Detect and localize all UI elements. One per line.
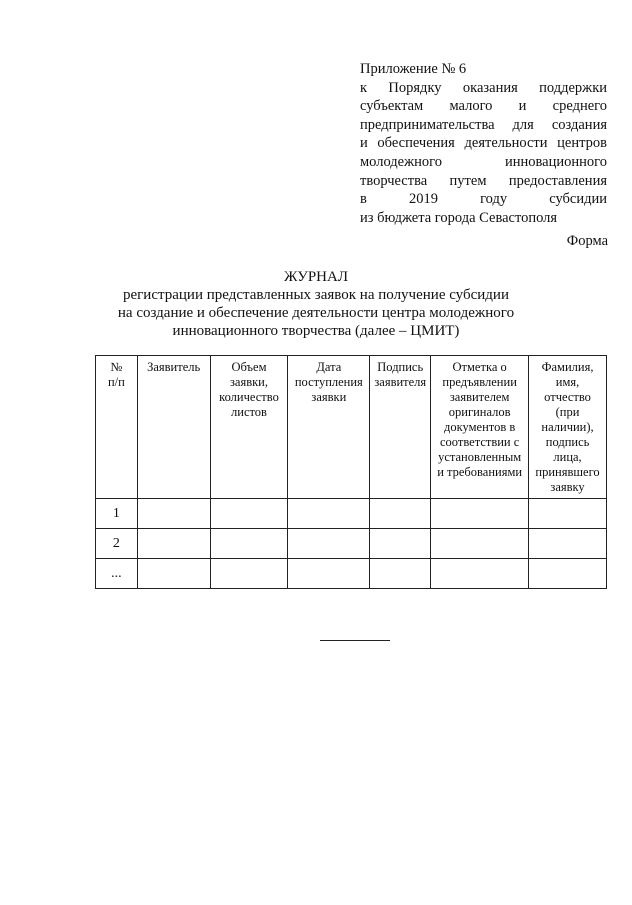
table-cell <box>137 529 210 559</box>
appendix-line: к Порядку оказания поддержки <box>360 79 607 96</box>
appendix-line: субъектам малого и среднего <box>360 98 607 115</box>
table-cell <box>288 499 370 529</box>
column-header <box>210 356 288 499</box>
table-cell <box>529 559 607 589</box>
column-header-line: оригиналов <box>448 405 511 419</box>
column-header-line: п/п <box>107 375 125 389</box>
column-header-line: документов в <box>444 420 516 434</box>
column-header-line: подпись <box>545 435 590 449</box>
column-header-line: заявку <box>550 480 585 494</box>
table-header-row <box>96 356 607 499</box>
column-header-line: принявшего <box>535 465 600 479</box>
table-cell <box>210 529 288 559</box>
appendix-line: из бюджета города Севастополя <box>360 209 558 226</box>
table-cell <box>370 529 431 559</box>
document-title <box>0 268 632 340</box>
column-header-line: и требованиями <box>437 465 523 479</box>
column-header-line: предъявлении <box>442 375 517 389</box>
column-header-line: наличии), <box>541 420 594 434</box>
column-header <box>288 356 370 499</box>
column-header-line: Объем <box>231 360 267 374</box>
table-row <box>96 529 607 559</box>
separator-line <box>320 640 390 641</box>
table-cell <box>529 499 607 529</box>
table-row <box>96 499 607 529</box>
column-header-line: отчество <box>544 390 591 404</box>
appendix-line: молодежного инновационного <box>360 153 607 170</box>
column-header-line: № <box>110 360 123 374</box>
column-header-line: Подпись <box>377 360 424 374</box>
appendix-line: творчества путем предоставления <box>360 172 607 189</box>
table-cell <box>288 529 370 559</box>
table-body <box>96 499 607 589</box>
table-cell <box>288 559 370 589</box>
journal-table <box>95 355 607 589</box>
title-main: ЖУРНАЛ <box>283 269 349 285</box>
table-cell <box>431 559 529 589</box>
table-cell <box>370 499 431 529</box>
column-header-line: листов <box>231 405 267 419</box>
table-cell <box>529 529 607 559</box>
appendix-line: предпринимательства для создания <box>360 116 607 133</box>
column-header <box>431 356 529 499</box>
column-header-line: количество <box>219 390 279 404</box>
column-header-line: соответствии с <box>439 435 520 449</box>
table-row <box>96 559 607 589</box>
column-header <box>96 356 138 499</box>
column-header-line: лица, <box>553 450 582 464</box>
table-cell <box>210 559 288 589</box>
column-header-line: установленным <box>438 450 522 464</box>
column-header-line: заявителем <box>449 390 510 404</box>
appendix-line: Приложение № 6 <box>360 61 467 77</box>
table-cell <box>431 499 529 529</box>
title-line: на создание и обеспечение деятельности центра молодежного <box>117 305 515 321</box>
column-header-line: заявки <box>311 390 347 404</box>
column-header-line: (при <box>555 405 580 419</box>
column-header-line: Фамилия, <box>541 360 594 374</box>
column-header-line: имя, <box>555 375 580 389</box>
table-cell <box>137 559 210 589</box>
column-header-line: заявки, <box>229 375 268 389</box>
column-header-line: Отметка о <box>452 360 507 374</box>
table-cell <box>210 499 288 529</box>
column-header <box>529 356 607 499</box>
column-header-line: поступления <box>294 375 363 389</box>
appendix-line: и обеспечения деятельности центров <box>360 135 607 152</box>
column-header <box>137 356 210 499</box>
column-header-line: Заявитель <box>147 360 201 374</box>
column-header <box>370 356 431 499</box>
row-number-cell: ... <box>96 559 138 589</box>
column-header-line: Дата <box>316 360 342 374</box>
table-cell <box>431 529 529 559</box>
title-line: регистрации представленных заявок на получение субсидии <box>123 287 509 303</box>
row-number-cell: 1 <box>96 499 138 529</box>
column-header-line: заявителя <box>374 375 427 389</box>
table-cell <box>370 559 431 589</box>
title-line: инновационного творчества (далее – ЦМИТ) <box>172 323 460 339</box>
table-cell <box>137 499 210 529</box>
form-label: Форма <box>566 233 608 249</box>
appendix-block <box>360 60 607 227</box>
appendix-line: в 2019 году субсидии <box>360 191 607 208</box>
row-number-cell: 2 <box>96 529 138 559</box>
